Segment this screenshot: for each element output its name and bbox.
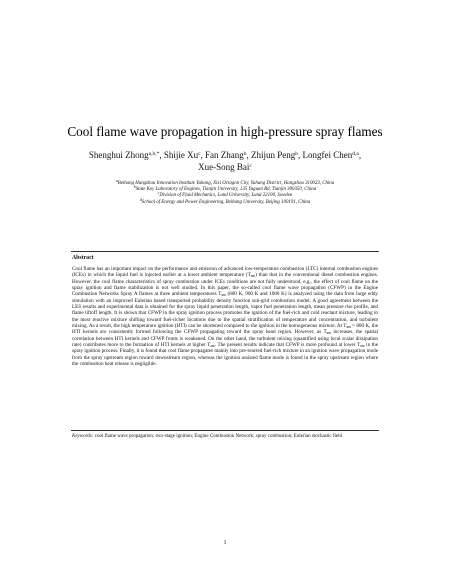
- author: Zhijun Peng$^b$,: [251, 150, 303, 160]
- keywords: [72, 434, 378, 440]
- affiliation: $^c$Division of Fluid Mechanics, Lund University, Lund 22100, Sweden: [157, 191, 293, 199]
- affiliation: $^d$School of Energy and Power Engineering, Beihang University, Beijing 100191, China: [139, 197, 311, 205]
- affiliation-list: [80, 181, 370, 206]
- author: Shijie Xu$^c$,: [163, 150, 206, 160]
- keywords-label: Keywords:: [72, 434, 94, 439]
- keywords-text: cool flame wave propagation; two-stage ignition; Engine Combustion Network; spray combustion; Eulerian stochastic field: [93, 434, 343, 439]
- abstract-text: Cool flame has an important impact on the performance and emission of advanced low-temperature combustion (LTC) internal combustion engines (ICEs) in which the liquid fuel is injected earlier at a lower ambient temperature $(T_{am})$ than that in the conventional diesel combustion engines. However, the cool flame characteristics of spray combustion under ICEs conditions are not fully understood, e.g., the effect of cool flame on the spray ignition and flame stabilization is not well studied. In this paper, the so-called cool flame wave propagation (CFWP) in the Engine Combustion Networks Spray A flames at three ambient temperatures $T_{am}$ (800 K, 900 K and 1000 K) is analyzed using the data from large eddy simulation with an improved Eulerian based transported probability density function sub-grid combustion model. A good agreement between the LES results and experimental data is obtained for the spray liquid penetration length, vapor fuel penetration length, mean pressure rise profile, and flame liftoff length. It is shown that CFWP in the spray ignition process promotes the ignition of the fuel-rich and cold reactant mixture, leading to the most reactive mixture shifting toward fuel-richer locations due to the spatial stratification of temperature and concentration, and turbulent mixing. As a result, the high temperature ignition (HTI) can be shortened compared to the ignition in the homogeneous mixture. At $T_{am} = 800$ K, the HTI kernels are consistently formed following the CFWP propagating toward the spray head region. However, as $T_{am}$ increases, the spatial correlation between HTI kernels and CFWP fronts is weakened. On the other hand, the turbulent mixing (quantified using local scalar dissipation rate) contributes more to the formation of HTI kernels at higher $T_{am}$. The present results indicate that CFWP is more profound at lower $T_{am}$ in the spray ignition process. Finally, it is found that cool flame propagates mainly into pre-reacted fuel-rich mixture in an ignition wave propagation mode from the spray upstream region toward downstream region, whereas the ignition assisted flame mode is found in the spray upstream region where the combustion heat release is negligible.: [72, 266, 378, 368]
- abstract-top-rule: [71, 251, 379, 252]
- affiliation: $^b$State Key Laboratory of Engines, Tianjin University, 135 Yaguan Rd, Tianjin 300350, China: [133, 185, 317, 193]
- abstract-bottom-rule: [71, 430, 379, 431]
- author-list: [60, 150, 390, 173]
- author: Shenghui Zhong$^{a,b,*}$,: [88, 150, 164, 160]
- page-number: 1: [223, 540, 227, 546]
- author: Longfei Chen$^{d,a}$,: [302, 150, 362, 160]
- paper-title: Cool flame wave propagation in high-pressure spray flames: [67, 124, 383, 139]
- author: Fan Zhang$^b$,: [205, 150, 252, 160]
- abstract-heading: Abstract: [72, 255, 94, 261]
- affiliation: $^a$Beihang Hangzhou Innovation Institute Yuhang, Xixi Octagon City, Yuhang District, Hangzhou 310023, China: [115, 179, 335, 186]
- author: Xue-Song Bai$^c$: [198, 161, 252, 172]
